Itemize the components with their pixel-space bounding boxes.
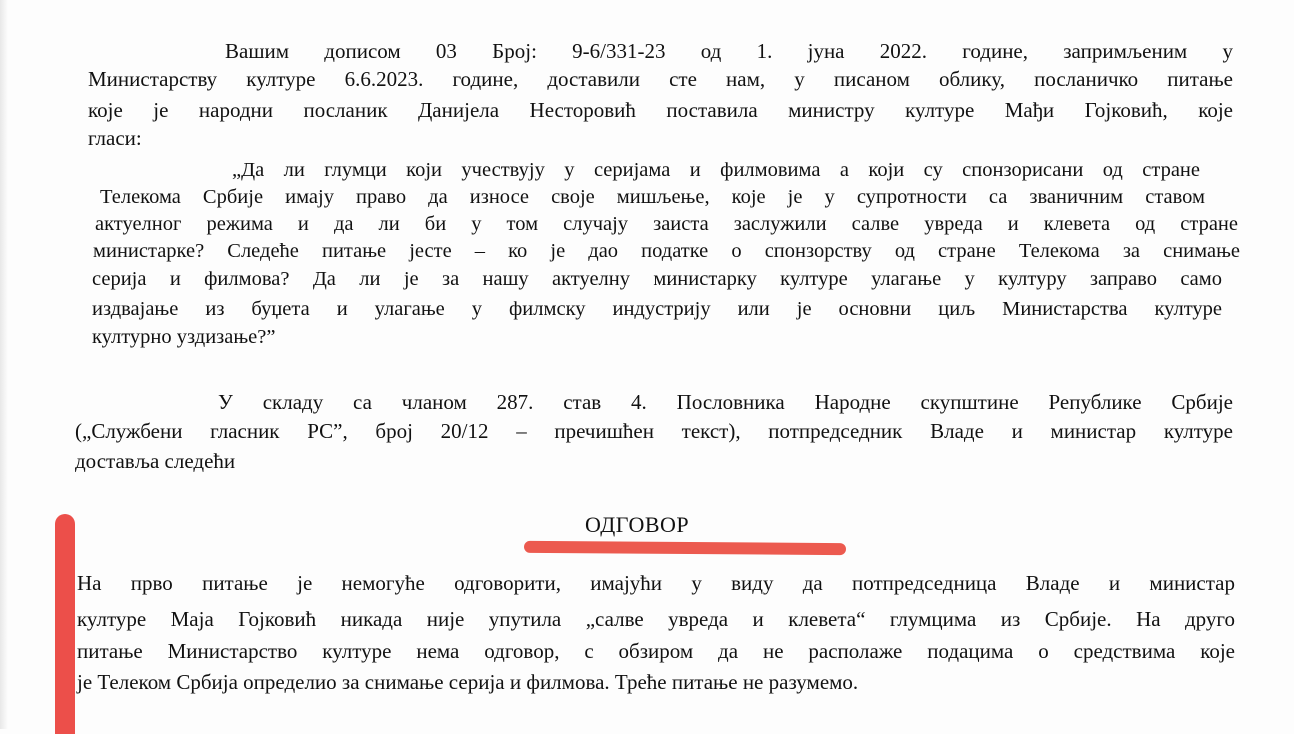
text-line: издвајање из буџета и улагање у филмску индустрију или је основни циљ Министарства културе (92, 298, 1222, 320)
text-line: министарке? Следеће питање јесте – ко је дао податке о спонзорству од стране Телекома за снимање (93, 240, 1240, 262)
text-line: („Службени гласник РС”, број 20/12 – пречишћен текст), потпредседник Владе и министар културе (75, 419, 1233, 443)
text-line: доставља следећи (75, 449, 236, 473)
text-line: актуелног режима и да ли би у том случају заиста заслужили салве увреда и клевета од стране (95, 213, 1238, 235)
text-line: Вашим дописом 03 Број: 9-6/331-23 од 1. јуна 2022. године, запримљеним у (225, 39, 1233, 63)
text-line: „Да ли глумци који учествују у серијама и филмовима а који су спонзорисани од стране (232, 159, 1200, 181)
answer-heading: ОДГОВОР (585, 512, 690, 537)
text-line: културе Маја Гојковић никада није упутила „салве увреда и клевета“ глумцима из Србије. На друго (77, 607, 1235, 631)
page-edge-left (0, 0, 8, 729)
text-line: На прво питање је немогуће одговорити, имајући у виду да потпредседница Владе и министар (77, 571, 1235, 595)
text-line: серија и филмова? Да ли је за нашу актуелну министарку културе улагање у културу заправо само (92, 268, 1222, 290)
text-line: питање Министарство културе нема одговор, с обзиром да не располаже подацима о средствима које (77, 639, 1235, 663)
red-marker-underline (524, 541, 846, 555)
text-line: гласи: (88, 126, 142, 150)
text-line: Телекома Србије имају право да износе своје мишљење, које је у супротности са званичним ставом (100, 186, 1205, 208)
text-line: је Телеком Србија определио за снимање серија и филмова. Треће питање не разумемо. (77, 670, 859, 694)
red-marker-bar (55, 514, 75, 734)
text-line: Министарству културе 6.6.2023. године, доставили сте нам, у писаном облику, посланичко питање (88, 67, 1233, 91)
text-line: које је народни посланик Данијела Несторовић поставила министру културе Мађи Гојковић, које (88, 98, 1233, 122)
text-line: културно уздизање?” (92, 326, 276, 348)
text-line: У складу са чланом 287. став 4. Пословника Народне скупштине Републике Србије (218, 390, 1233, 414)
